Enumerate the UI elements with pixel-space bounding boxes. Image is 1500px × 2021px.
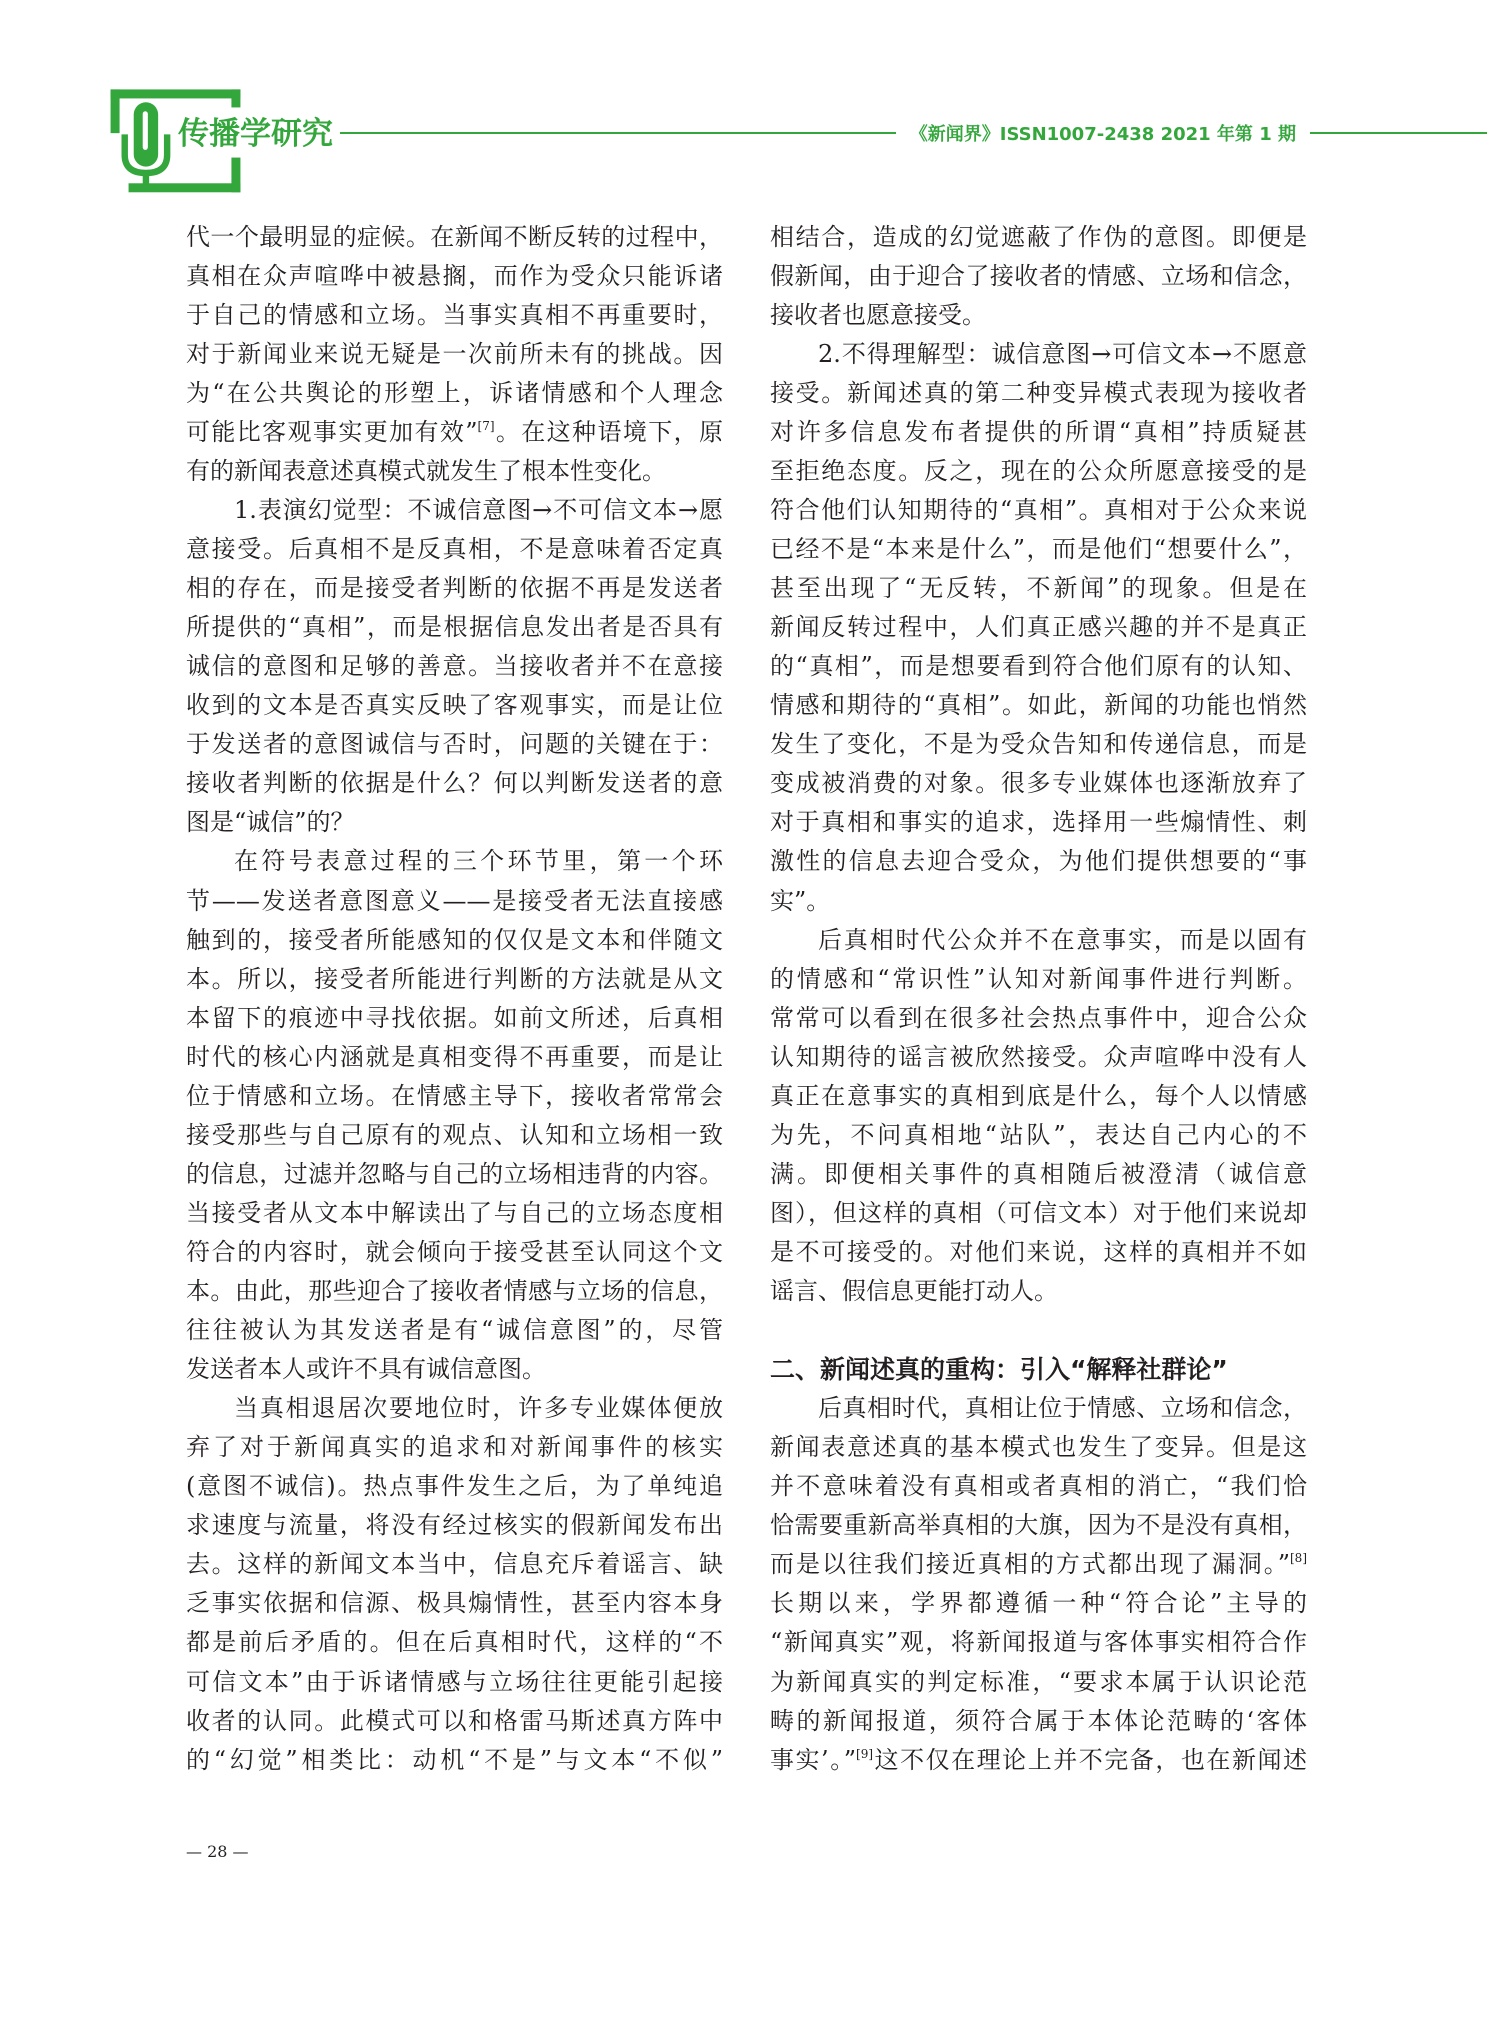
text-line: 的“真相”，而是想要看到符合他们原有的认知、	[770, 652, 1307, 681]
text-line: 的信息，过滤并忽略与自己的立场相违背的内容。	[186, 1159, 723, 1188]
text-line: 诚信的意图和足够的善意。当接收者并不在意接	[186, 652, 723, 681]
text-line: 变成被消费的对象。很多专业媒体也逐渐放弃了	[770, 769, 1307, 798]
text-line: 接受那些与自己原有的观点、认知和立场相一致	[186, 1120, 723, 1149]
text-line: 求速度与流量，将没有经过核实的假新闻发布出	[186, 1511, 723, 1540]
text-line: 1.表演幻觉型：不诚信意图→不可信文本→愿	[234, 496, 723, 525]
text-line: 意接受。后真相不是反真相，不是意味着否定真	[186, 535, 723, 564]
text-line: 符合他们认知期待的“真相”。真相对于公众来说	[770, 496, 1307, 525]
text-line: 相的存在，而是接受者判断的依据不再是发送者	[186, 574, 723, 603]
text-line: 去。这样的新闻文本当中，信息充斥着谣言、缺	[186, 1550, 723, 1579]
text-line: 的“幻觉”相类比：动机“不是”与文本“不似”	[186, 1745, 723, 1774]
text-line: 假新闻，由于迎合了接收者的情感、立场和信念，	[770, 261, 1307, 290]
text-line: 恰需要重新高举真相的大旗，因为不是没有真相，	[770, 1511, 1307, 1540]
text-line: 发送者本人或许不具有诚信意图。	[186, 1355, 546, 1384]
text-line: 触到的，接受者所能感知的仅仅是文本和伴随文	[186, 925, 723, 954]
text-line: 本。所以，接受者所能进行判断的方法就是从文	[186, 964, 723, 993]
text-line: 后真相时代公众并不在意事实，而是以固有	[818, 925, 1307, 954]
text-run: 可能比客观事实更加有效”	[186, 417, 478, 446]
header-rule-row	[340, 121, 1487, 145]
text-line: 新闻表意述真的基本模式也发生了变异。但是这	[770, 1433, 1307, 1462]
text-line: 激性的信息去迎合受众，为他们提供想要的“事	[770, 847, 1307, 876]
text-line: 的情感和“常识性”认知对新闻事件进行判断。	[770, 964, 1307, 993]
text-line: 真正在意事实的真相到底是什么，每个人以情感	[770, 1081, 1307, 1110]
text-line: 并不意味着没有真相或者真相的消亡，“我们恰	[770, 1472, 1307, 1501]
text-line: 满。即便相关事件的真相随后被澄清（诚信意	[770, 1159, 1307, 1188]
text-line: 已经不是“本来是什么”，而是他们“想要什么”，	[770, 535, 1307, 564]
text-line: 本。由此，那些迎合了接收者情感与立场的信息，	[186, 1277, 723, 1306]
text-line: 实”。	[770, 886, 831, 915]
text-line: 于发送者的意图诚信与否时，问题的关键在于：	[186, 730, 723, 759]
section-heading: 二、新闻述真的重构：引入“解释社群论”	[770, 1355, 1228, 1385]
text-line: 在符号表意过程的三个环节里，第一个环	[234, 847, 723, 876]
page-number: — 28 —	[186, 1842, 249, 1861]
text-line: 发生了变化，不是为受众告知和传递信息，而是	[770, 730, 1307, 759]
text-line: 接收者也愿意接受。	[770, 300, 986, 329]
text-line: 新闻反转过程中，人们真正感兴趣的并不是真正	[770, 613, 1307, 642]
text-line: 甚至出现了“无反转，不新闻”的现象。但是在	[770, 574, 1307, 603]
text-line: 情感和期待的“真相”。如此，新闻的功能也悄然	[770, 691, 1307, 720]
text-line: 当真相退居次要地位时，许多专业媒体便放	[234, 1394, 723, 1423]
text-line	[186, 413, 723, 452]
text-line: 图），但这样的真相（可信文本）对于他们来说却	[770, 1198, 1307, 1227]
text-line: 代一个最明显的症候。在新闻不断反转的过程中，	[186, 222, 723, 251]
text-run: 而是以往我们接近真相的方式都出现了漏洞。”	[770, 1550, 1290, 1579]
text-run: 事实’。”	[770, 1745, 857, 1774]
text-run: 这不仅在理论上并不完备，也在新闻述	[873, 1745, 1307, 1774]
text-line: 2.不得理解型：诚信意图→可信文本→不愿意	[818, 339, 1307, 368]
header-rule-right	[1310, 132, 1487, 134]
right-text-column	[770, 218, 1307, 1780]
text-line: 时代的核心内涵就是真相变得不再重要，而是让	[186, 1042, 723, 1071]
text-line: 是不可接受的。对他们来说，这样的真相并不如	[770, 1237, 1307, 1266]
text-line: 为新闻真实的判定标准，“要求本属于认识论范	[770, 1667, 1307, 1696]
text-line: 为“在公共舆论的形塑上，诉诸情感和个人理念	[186, 378, 723, 407]
text-line: 为先，不问真相地“站队”，表达自己内心的不	[770, 1120, 1307, 1149]
text-line: 谣言、假信息更能打动人。	[770, 1277, 1058, 1306]
text-line: 对许多信息发布者提供的所谓“真相”持质疑甚	[770, 417, 1307, 446]
text-line: 于自己的情感和立场。当事实真相不再重要时，	[186, 300, 723, 329]
text-line: 当接受者从文本中解读出了与自己的立场态度相	[186, 1198, 723, 1227]
text-line: 对于真相和事实的追求，选择用一些煽情性、刺	[770, 808, 1307, 837]
citation-marker: [8]	[1290, 1551, 1307, 1566]
text-line: 弃了对于新闻真实的追求和对新闻事件的核实	[186, 1433, 723, 1462]
header-rule-left	[340, 132, 896, 134]
left-text-column	[186, 218, 723, 1780]
text-line: 长期以来，学界都遵循一种“符合论”主导的	[770, 1589, 1307, 1618]
citation-marker: [7]	[477, 418, 495, 433]
text-line: 相结合，造成的幻觉遮蔽了作伪的意图。即便是	[770, 222, 1307, 251]
journal-citation: 《新闻界》ISSN1007-2438 2021 年第 1 期	[909, 124, 1296, 145]
text-line	[770, 1545, 1307, 1584]
text-line	[770, 1741, 1307, 1780]
section-title: 传播学研究	[178, 116, 333, 152]
text-line: 图是“诚信”的？	[186, 808, 355, 837]
text-line: 有的新闻表意述真模式就发生了根本性变化。	[186, 456, 666, 485]
text-line: 对于新闻业来说无疑是一次前所未有的挑战。因	[186, 339, 723, 368]
text-line: 后真相时代，真相让位于情感、立场和信念，	[818, 1394, 1307, 1423]
text-line: 真相在众声喧哗中被悬搁，而作为受众只能诉诸	[186, 261, 723, 290]
text-line: 往往被认为其发送者是有“诚信意图”的，尽管	[186, 1316, 723, 1345]
text-line: 常常可以看到在很多社会热点事件中，迎合公众	[770, 1003, 1307, 1032]
text-run: 。在这种语境下，原	[494, 417, 723, 446]
text-line: 节——发送者意图意义——是接受者无法直接感	[186, 886, 723, 915]
text-line: 接收者判断的依据是什么？何以判断发送者的意	[186, 769, 723, 798]
text-line: “新闻真实”观，将新闻报道与客体事实相符合作	[770, 1628, 1307, 1657]
text-line: 接受。新闻述真的第二种变异模式表现为接收者	[770, 378, 1307, 407]
text-line: 位于情感和立场。在情感主导下，接收者常常会	[186, 1081, 723, 1110]
text-line: 至拒绝态度。反之，现在的公众所愿意接受的是	[770, 456, 1307, 485]
text-line: 本留下的痕迹中寻找依据。如前文所述，后真相	[186, 1003, 723, 1032]
text-line: 认知期待的谣言被欣然接受。众声喧哗中没有人	[770, 1042, 1307, 1071]
text-line: 所提供的“真相”，而是根据信息发出者是否具有	[186, 613, 723, 642]
text-line: 都是前后矛盾的。但在后真相时代，这样的“不	[186, 1628, 723, 1657]
citation-marker: [9]	[856, 1746, 874, 1761]
text-line: 畴的新闻报道，须符合属于本体论范畴的‘客体	[770, 1706, 1307, 1735]
text-line: 乏事实依据和信源、极具煽情性，甚至内容本身	[186, 1589, 723, 1618]
text-line: 收者的认同。此模式可以和格雷马斯述真方阵中	[186, 1706, 723, 1735]
text-line: 可信文本”由于诉诸情感与立场往往更能引起接	[186, 1667, 723, 1696]
text-line: 符合的内容时，就会倾向于接受甚至认同这个文	[186, 1237, 723, 1266]
text-line: (意图不诚信)。热点事件发生之后，为了单纯追	[186, 1472, 723, 1501]
text-line: 收到的文本是否真实反映了客观事实，而是让位	[186, 691, 723, 720]
